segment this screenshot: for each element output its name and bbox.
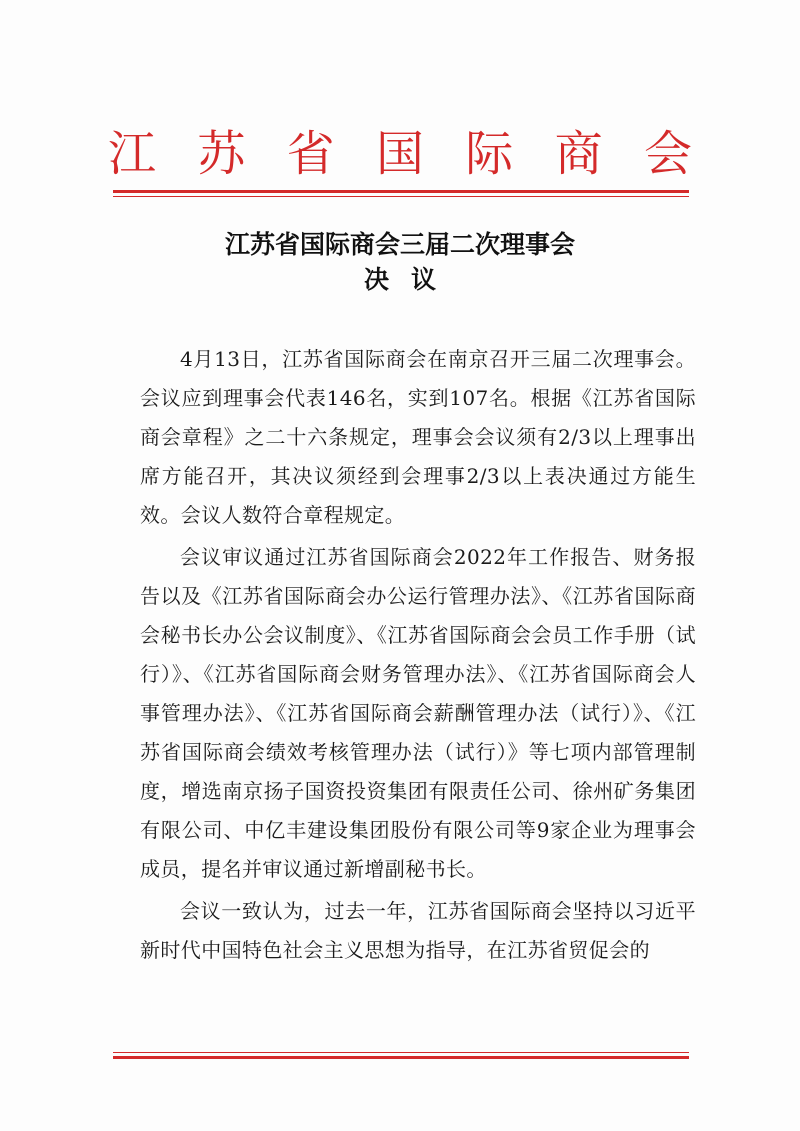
header-char: 苏 <box>197 126 246 182</box>
header-char: 国 <box>375 126 424 182</box>
header-rule-thin <box>113 196 689 197</box>
header-rule-thick <box>113 190 689 193</box>
footer-rule-thin <box>113 1052 689 1053</box>
footer-rule-thick <box>113 1056 689 1059</box>
paragraph: 4月13日，江苏省国际商会在南京召开三届二次理事会。会议应到理事会代表146名，实到107名。根据《江苏省国际商会章程》之二十六条规定，理事会会议须有2/3以上理事出席方能召开，其决议须经到会理事2/3以上表决通过方能生效。会议人数符合章程规定。 <box>140 347 696 527</box>
organization-header <box>100 122 700 186</box>
paragraph: 会议审议通过江苏省国际商会2022年工作报告、财务报告以及《江苏省国际商会办公运行管理办法》、《江苏省国际商会秘书长办公会议制度》、《江苏省国际商会会员工作手册（试行）》、《江苏省国际商会财务管理办法》、《江苏省国际商会人事管理办法》、《江苏省国际商会薪酬管理办法（试行）》、《江苏省国际商会绩效考核管理办法（试行）》等七项内部管理制度，增选南京扬子国资投资集团有限责任公司、徐州矿务集团有限公司、中亿丰建设集团股份有限公司等9家企业为理事会成员，提名并审议通过新增副秘书长。 <box>140 545 696 881</box>
document-title: 江苏省国际商会三届二次理事会 <box>224 230 575 259</box>
document-subtitle: 决议 <box>363 265 458 294</box>
header-char: 省 <box>286 126 335 182</box>
document-body <box>140 340 696 973</box>
header-char: 际 <box>465 126 514 182</box>
header-char: 江 <box>107 126 156 182</box>
paragraph: 会议一致认为，过去一年，江苏省国际商会坚持以习近平新时代中国特色社会主义思想为指导，在江苏省贸促会的 <box>140 899 696 962</box>
header-char: 会 <box>643 126 692 182</box>
header-char: 商 <box>554 126 603 182</box>
